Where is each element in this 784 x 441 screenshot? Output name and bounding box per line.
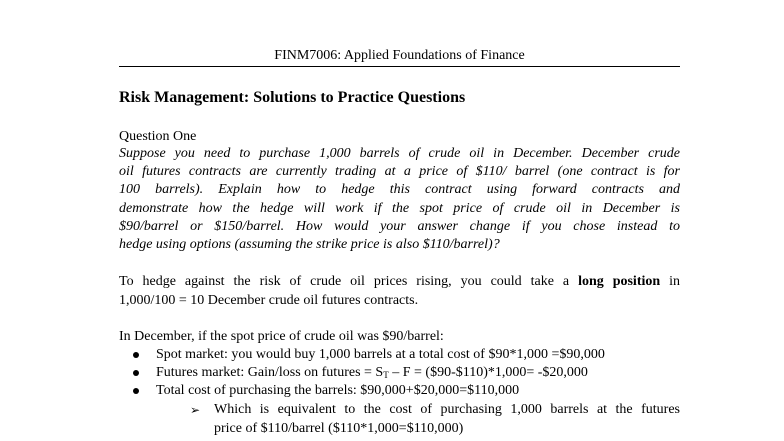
bullet-text: – F = ($90-$110)*1,000= -$20,000	[388, 365, 588, 381]
answer-line: 1,000/100 = 10 December crude oil futures contracts.	[119, 292, 419, 308]
question-line: oil futures contracts are currently trading at a price of $110/ barrel (one contract is for	[119, 164, 680, 180]
question-line: 100 barrels). Explain how to hedge this contract using forward contracts and	[119, 182, 680, 198]
bullet-icon	[133, 388, 139, 394]
question-line: $90/barrel or $150/barrel. How would your answer change if you chose instead to	[119, 218, 680, 234]
sub-bullet-item	[190, 401, 680, 438]
answer-text: To hedge against the risk of crude oil prices rising, you could take a	[119, 274, 579, 289]
bullet-text: Futures market: Gain/loss on futures = S	[156, 365, 384, 381]
document-title: Risk Management: Solutions to Practice Questions	[119, 89, 466, 106]
answer-paragraph-scenario: In December, if the spot price of crude oil was $90/barrel:	[119, 329, 444, 344]
long-position-emphasis: long position	[578, 274, 661, 289]
sub-bullet-line: price of $110/barrel ($110*1,000=$110,000)	[214, 420, 464, 436]
subscript: T	[383, 370, 389, 381]
header-rule	[119, 66, 680, 67]
question-line: Suppose you need to purchase 1,000 barrels of crude oil in December. December crude	[119, 146, 680, 161]
bullet-list	[119, 346, 680, 401]
list-item	[119, 382, 680, 400]
answer-line	[119, 273, 680, 292]
question-text	[119, 145, 680, 254]
answer-text: in	[660, 274, 680, 289]
arrow-bullet-icon: ➢	[190, 403, 201, 417]
page-header: FINM7006: Applied Foundations of Finance	[274, 48, 525, 63]
list-item	[119, 346, 680, 364]
question-line: hedge using options (assuming the strike price is also $110/barrel)?	[119, 237, 500, 253]
sub-bullet-line: Which is equivalent to the cost of purchasing 1,000 barrels at the futures	[214, 402, 680, 417]
bullet-icon	[133, 352, 139, 358]
bullet-icon	[133, 370, 139, 376]
list-item	[119, 364, 680, 382]
question-line: demonstrate how the hedge will work if the spot price of crude oil in December is	[119, 200, 680, 216]
answer-paragraph-hedge	[119, 273, 680, 310]
question-heading: Question One	[119, 129, 197, 144]
bullet-text: Spot market: you would buy 1,000 barrels at a total cost of $90*1,000 =$90,000	[156, 347, 605, 362]
sub-bullet-text	[214, 401, 680, 438]
bullet-text: Total cost of purchasing the barrels: $90,000+$20,000=$110,000	[156, 383, 520, 399]
